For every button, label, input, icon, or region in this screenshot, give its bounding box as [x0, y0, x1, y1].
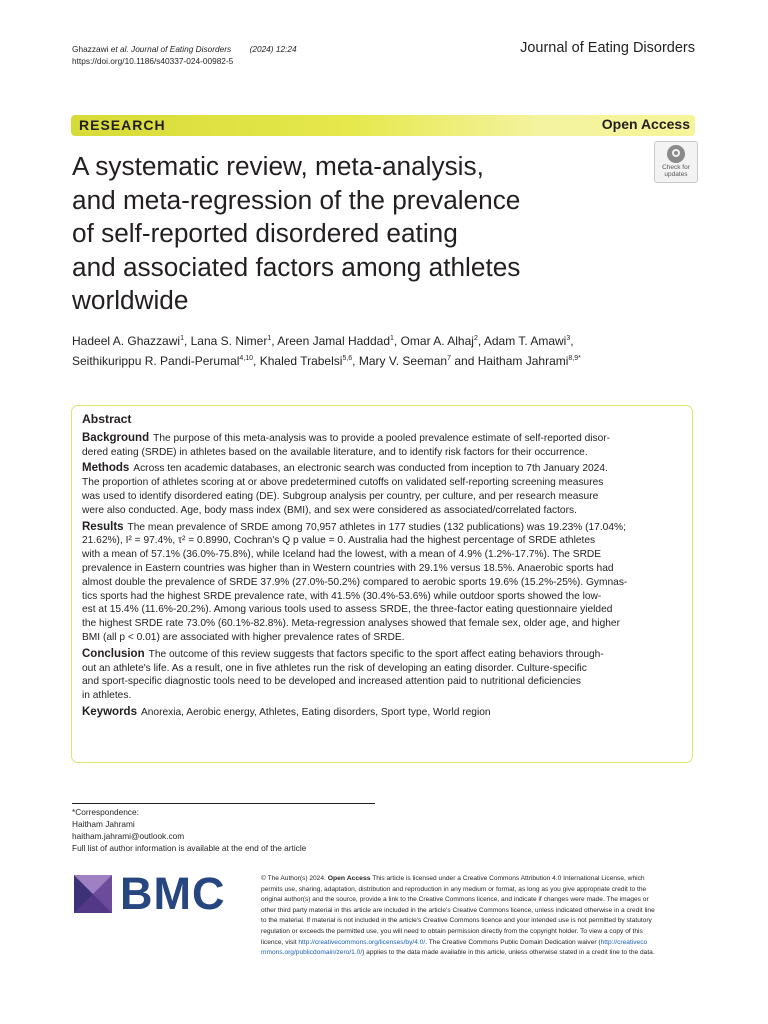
- paragraph-line: The purpose of this meta-analysis was to provide a pooled prevalence estimate of self-reported disor-: [153, 432, 611, 444]
- correspondence-name: Haitham Jahrami: [72, 819, 135, 829]
- abstract-box: [71, 405, 693, 763]
- article-title: [72, 150, 612, 318]
- affiliation-ref: 2: [473, 335, 478, 342]
- citation-etal: et al.: [110, 44, 129, 54]
- paragraph-line: prevalence in Eastern countries was higher than in Western countries with 29.1% versus 18.5%. Anaerobic sports had: [82, 562, 614, 574]
- title-line: A systematic review, meta-analysis,: [72, 151, 484, 181]
- cc-zero-link-cont[interactable]: mmons.org/publicdomain/zero/1.0/: [261, 949, 363, 957]
- abstract-background: [82, 432, 682, 460]
- paragraph-line: in athletes.: [82, 690, 132, 702]
- title-line: and associated factors among athletes: [72, 251, 521, 282]
- author-name[interactable]: , Lana S. Nimer: [183, 334, 268, 348]
- affiliation-ref: 3: [566, 335, 571, 342]
- author-list: [72, 330, 692, 370]
- paragraph-line: The outcome of this review suggests that factors specific to the sport affect eating behaviors through-: [148, 648, 604, 660]
- author-name[interactable]: , Omar A. Alhaj: [393, 334, 474, 348]
- paragraph-line: 21.62%), I² = 97.4%, τ² = 0.8990, Cochran's Q p value = 0. Australia had the highest percentage of SRDE athletes: [82, 535, 596, 547]
- affiliation-ref: 7: [447, 355, 452, 362]
- license-line: permits use, sharing, adaptation, distribution and reproduction in any medium or format, as long as you give appropriate credit to the: [261, 885, 647, 893]
- section-label: Background: [82, 431, 150, 444]
- license-line: This article is licensed under a Creative Commons Attribution 4.0 International License, which: [370, 875, 645, 882]
- section-label: RESEARCH: [79, 117, 166, 133]
- title-line: and meta-regression of the prevalence: [72, 184, 521, 215]
- section-banner: [71, 115, 695, 136]
- affiliation-ref: 1: [267, 335, 272, 342]
- bmc-logo-icon: [74, 875, 112, 913]
- paragraph-line: The mean prevalence of SRDE among 70,957 athletes in 177 studies (132 publications) was 19.23% (17.04%;: [127, 521, 626, 533]
- license-text: [261, 874, 701, 959]
- badge-line: updates: [664, 171, 688, 178]
- abstract-results: [82, 521, 682, 645]
- section-label: Results: [82, 520, 124, 533]
- paragraph-line: with a mean of 57.1% (36.0%-75.8%), while Iceland had the lowest, with a mean of 4.9% (1.2%-17.7%). The SRDE: [82, 549, 602, 561]
- correspondence-label: *Correspondence:: [72, 807, 139, 817]
- paragraph-line: tics sports had the highest SRDE prevalence rate, with 41.5% (30.4%-53.6%) while outdoor sports showed the low-: [82, 590, 602, 602]
- author-name[interactable]: , Khaled Trabelsi: [253, 354, 343, 368]
- update-check-icon: [667, 145, 685, 163]
- section-label: Methods: [82, 462, 130, 475]
- badge-line: Check for: [662, 164, 690, 171]
- correspondence: [72, 806, 306, 854]
- author-name[interactable]: , Mary V. Seeman: [352, 354, 448, 368]
- author-name[interactable]: , Areen Jamal Haddad: [271, 334, 390, 348]
- license-copyright: © The Author(s) 2024.: [261, 875, 328, 882]
- license-line: to the material. If material is not included in the article's Creative Commons licence and your intended use is not permitted by statutory: [261, 917, 652, 925]
- citation-header: [72, 43, 297, 67]
- paragraph-line: were also conducted. Age, body mass index (BMI), and sex were considered as associated/correlated factors.: [82, 504, 577, 516]
- section-label: Conclusion: [82, 647, 145, 660]
- affiliation-ref: 4,10: [239, 355, 254, 362]
- title-line: of self-reported disordered eating: [72, 218, 458, 248]
- abstract-keywords: [82, 706, 682, 720]
- affiliation-ref: 1: [390, 335, 394, 342]
- license-line: regulation or exceeds the permitted use, you will need to obtain permission directly from the copyright holder. To view a copy of this: [261, 927, 643, 935]
- check-for-updates-badge[interactable]: [654, 141, 698, 183]
- doi-link[interactable]: https://doi.org/10.1186/s40337-024-00982-5: [72, 56, 234, 66]
- citation-authors: Ghazzawi: [72, 44, 111, 54]
- cc-zero-link[interactable]: http://creativeco: [600, 938, 648, 946]
- license-line: . The Creative Commons Public Domain Dedication waiver (: [425, 938, 601, 946]
- author-line: [72, 350, 692, 370]
- author-info-note: Full list of author information is available at the end of the article: [72, 843, 307, 853]
- affiliation-ref: 1: [180, 335, 184, 342]
- correspondence-email[interactable]: haitham.jahrami@outlook.com: [72, 831, 185, 841]
- paragraph-line: dered eating (SRDE) in athletes based on the available literature, and to identify risk factors for their occurrence.: [82, 446, 588, 458]
- paragraph-line: was used to identify disordered eating (DE). Subgroup analysis per country, per culture, and per research measure: [82, 490, 599, 502]
- abstract-heading: Abstract: [82, 412, 132, 426]
- keywords-text: Anorexia, Aerobic energy, Athletes, Eating disorders, Sport type, World region: [140, 706, 491, 718]
- author-name[interactable]: Seithikurippu R. Pandi-Perumal: [72, 354, 240, 368]
- citation-year: (2024) 12:24: [249, 44, 297, 54]
- paragraph-line: BMI (all p < 0.01) are associated with higher prevalence rates of SRDE.: [82, 631, 405, 643]
- open-access-label: Open Access: [601, 116, 690, 132]
- license-line: licence, visit: [261, 938, 299, 946]
- footnote-divider: [72, 803, 375, 804]
- author-name[interactable]: , Adam T. Amawi: [477, 334, 567, 348]
- title-line: worldwide: [72, 285, 189, 315]
- affiliation-ref: 8,9*: [568, 355, 581, 362]
- affiliation-ref: 5,6: [342, 355, 353, 362]
- paragraph-line: and sport-specific diagnostic tools need to be developed and increased attention paid to nutritional deficiencies: [82, 676, 581, 688]
- license-line: other third party material in this article are included in the article's Creative Commons licence, unless indicated otherwise in a credit line: [261, 906, 655, 914]
- citation-journal: Journal of Eating Disorders: [128, 44, 232, 54]
- paragraph-line: est at 15.4% (11.6%-20.2%). Among various tools used to assess SRDE, the three-factor eating questionnaire yielded: [82, 604, 613, 616]
- author-separator: ,: [570, 334, 574, 348]
- paragraph-line: the highest SRDE rate 73.0% (60.1%-82.8%). Meta-regression analyses showed that female sex, older age, and higher: [82, 618, 620, 630]
- license-open-access: Open Access: [327, 875, 371, 882]
- cc-by-license-link[interactable]: http://creativecommons.org/licenses/by/4.0/: [298, 938, 426, 946]
- paragraph-line: Across ten academic databases, an electronic search was conducted from inception to 7th January 2024.: [133, 463, 608, 475]
- license-line: ) applies to the data made available in this article, unless otherwise stated in a credit line to the data.: [362, 949, 655, 957]
- author-name[interactable]: and Haitham Jahrami: [451, 354, 569, 368]
- journal-name: Journal of Eating Disorders: [520, 40, 695, 56]
- paragraph-line: The proportion of athletes scoring at or above predetermined cutoffs on validated self-reporting screening measures: [82, 477, 604, 489]
- publisher-logo-text: BMC: [120, 868, 226, 919]
- section-label: Keywords: [82, 705, 137, 718]
- paragraph-line: out an athlete's life. As a result, one in five athletes run the risk of developing an eating disorder. Culture-specific: [82, 662, 587, 674]
- license-line: original author(s) and the source, provide a link to the Creative Commons licence, and indicate if changes were made. The images or: [261, 896, 649, 904]
- abstract-conclusion: [82, 648, 682, 703]
- author-name[interactable]: Hadeel A. Ghazzawi: [72, 334, 181, 348]
- abstract-methods: [82, 462, 682, 517]
- author-line: [72, 330, 692, 350]
- paragraph-line: almost double the prevalence of SRDE 37.9% (27.0%-50.2%) compared to aerobic sports 19.6% (15.2%-25%). Gymnas-: [82, 576, 628, 588]
